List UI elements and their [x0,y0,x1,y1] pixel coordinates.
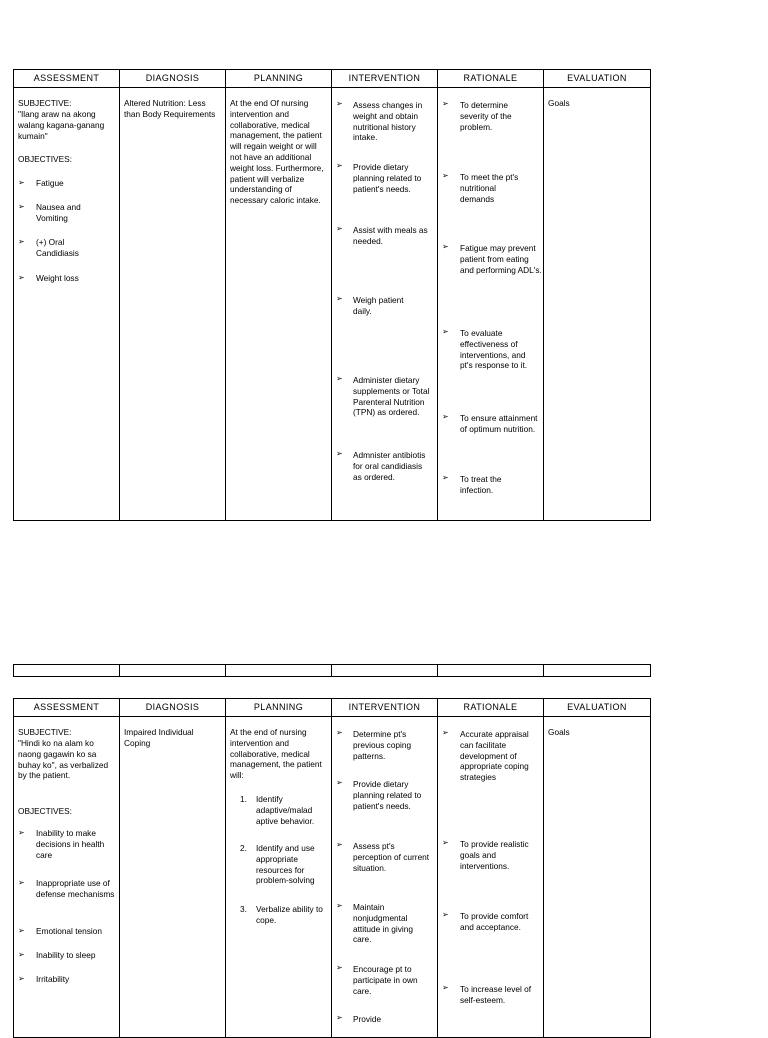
arrow-bullet-icon: ➢ [442,327,449,336]
rationale-item: To ensure attainment of optimum nutrition. [460,413,538,434]
empty-cell [438,665,544,676]
arrow-bullet-icon: ➢ [336,294,343,303]
objective-item: Weight loss [36,273,79,283]
table-body-row [14,717,650,1037]
subjective-label: SUBJECTIVE: [18,98,72,108]
planning-cell [226,88,332,520]
header-assessment: ASSESSMENT [14,699,120,716]
empty-cell [120,665,226,676]
arrow-bullet-icon: ➢ [18,273,25,282]
rationale-cell [438,717,544,1037]
arrow-bullet-icon: ➢ [336,449,343,458]
header-intervention: INTERVENTION [332,70,438,87]
objective-item: Inappropriate use of defense mechanisms [36,878,115,899]
arrow-bullet-icon: ➢ [336,99,343,108]
intervention-item: Provide dietary planning related to patient's needs. [353,162,422,194]
planning-item: Identify adaptive/malad aptive behavior. [256,794,315,826]
arrow-bullet-icon: ➢ [336,778,343,787]
header-rationale: RATIONALE [438,699,544,716]
planning-item: Verbalize ability to cope. [256,904,323,925]
diagnosis-text: Impaired Individual Coping [124,727,194,748]
diagnosis-cell [120,717,226,1037]
arrow-bullet-icon: ➢ [18,237,25,246]
arrow-bullet-icon: ➢ [336,728,343,737]
empty-table-row [13,664,651,677]
arrow-bullet-icon: ➢ [442,473,449,482]
objective-item: (+) Oral Candidiasis [36,237,79,258]
table-header-row [14,699,650,717]
planning-item-number: 2. [240,843,247,853]
arrow-bullet-icon: ➢ [442,910,449,919]
arrow-bullet-icon: ➢ [336,901,343,910]
arrow-bullet-icon: ➢ [336,161,343,170]
empty-cell [14,665,120,676]
objective-item: Inability to sleep [36,950,96,960]
arrow-bullet-icon: ➢ [18,828,25,837]
arrow-bullet-icon: ➢ [18,178,25,187]
intervention-item: Assist with meals as needed. [353,225,428,246]
assessment-cell [14,717,120,1037]
intervention-item: Maintain nonjudgmental attitude in giving care. [353,902,413,945]
arrow-bullet-icon: ➢ [18,950,25,959]
objectives-label: OBJECTIVES: [18,154,72,164]
rationale-item: To provide comfort and acceptance. [460,911,529,932]
objective-item: Inability to make decisions in health care [36,828,105,860]
care-plan-table-2 [13,698,651,1038]
header-intervention: INTERVENTION [332,699,438,716]
objective-item: Emotional tension [36,926,102,936]
arrow-bullet-icon: ➢ [18,878,25,887]
objective-item: Irritability [36,974,70,984]
arrow-bullet-icon: ➢ [18,202,25,211]
header-evaluation: EVALUATION [567,73,627,83]
planning-intro: At the end of nursing intervention and collaborative, medical management, the patient will: [230,727,322,781]
diagnosis-cell [120,88,226,520]
intervention-item: Admnister antibiotis for oral candidiasis as ordered. [353,450,426,482]
intervention-item: Weigh patient daily. [353,295,404,316]
planning-item-number: 3. [240,904,247,914]
planning-item-number: 1. [240,794,247,804]
empty-cell [332,665,438,676]
rationale-item: Fatigue may prevent patient from eating and performing ADL's. [460,243,542,275]
objectives-label: OBJECTIVES: [18,806,72,816]
subjective-label: SUBJECTIVE: [18,727,72,737]
rationale-cell [438,88,544,520]
planning-cell [226,717,332,1037]
rationale-item: To provide realistic goals and interventions. [460,839,529,871]
rationale-item: To evaluate effectiveness of interventions, and pt's response to it. [460,328,528,371]
subjective-quote: "Ilang araw na akong walang kagana-ganang kumain" [18,109,105,141]
header-assessment: ASSESSMENT [14,70,120,87]
header-diagnosis: DIAGNOSIS [120,699,226,716]
arrow-bullet-icon: ➢ [336,963,343,972]
arrow-bullet-icon: ➢ [442,99,449,108]
evaluation-cell [544,88,650,520]
objective-item: Fatigue [36,178,64,188]
care-plan-table-1 [13,69,651,521]
arrow-bullet-icon: ➢ [336,374,343,383]
intervention-item: Assess changes in weight and obtain nutritional history intake. [353,100,423,143]
evaluation-text: Goals [548,98,570,108]
rationale-item: To increase level of self-esteem. [460,984,532,1005]
rationale-item: To determine severity of the problem. [460,100,512,132]
subjective-quote: "Hindi ko na alam ko naong gagawin ko sa buhay ko", as verbalized by the patient. [18,738,109,781]
arrow-bullet-icon: ➢ [442,412,449,421]
header-evaluation: EVALUATION [567,702,627,712]
header-planning: PLANNING [226,699,332,716]
arrow-bullet-icon: ➢ [336,1013,343,1022]
header-planning: PLANNING [226,70,332,87]
arrow-bullet-icon: ➢ [18,926,25,935]
assessment-cell [14,88,120,520]
arrow-bullet-icon: ➢ [336,224,343,233]
rationale-item: To meet the pt's nutritional demands [460,172,519,204]
table-body-row [14,88,650,520]
evaluation-text: Goals [548,727,570,737]
intervention-item: Administer dietary supplements or Total Parenteral Nutrition (TPN) as ordered. [353,375,430,418]
arrow-bullet-icon: ➢ [442,838,449,847]
arrow-bullet-icon: ➢ [442,242,449,251]
intervention-item: Encourage pt to participate in own care. [353,964,418,996]
arrow-bullet-icon: ➢ [442,171,449,180]
arrow-bullet-icon: ➢ [442,728,449,737]
arrow-bullet-icon: ➢ [442,983,449,992]
rationale-item: To treat the infection. [460,474,502,495]
planning-item: Identify and use appropriate resources for problem-solving [256,843,315,886]
header-rationale: RATIONALE [438,70,544,87]
header-diagnosis: DIAGNOSIS [120,70,226,87]
empty-cell [226,665,332,676]
arrow-bullet-icon: ➢ [336,840,343,849]
evaluation-cell [544,717,650,1037]
intervention-item: Provide [353,1014,382,1024]
intervention-cell [332,88,438,520]
empty-cell [544,665,650,676]
table-header-row [14,70,650,88]
planning-text: At the end Of nursing intervention and collaborative, medical management, the patient will regain weight or will not have an additional weight loss. Furthermore, patient will verbalize understanding of necessary caloric intake. [230,98,324,206]
objective-item: Nausea and Vomiting [36,202,81,223]
intervention-item: Determine pt's previous coping patterns. [353,729,412,761]
arrow-bullet-icon: ➢ [18,974,25,983]
rationale-item: Accurate appraisal can facilitate development of appropriate coping strategies [460,729,529,783]
intervention-item: Provide dietary planning related to patient's needs. [353,779,422,811]
diagnosis-text: Altered Nutrition: Less than Body Requirements [124,98,216,119]
intervention-item: Assess pt's perception of current situation. [353,841,430,873]
intervention-cell [332,717,438,1037]
